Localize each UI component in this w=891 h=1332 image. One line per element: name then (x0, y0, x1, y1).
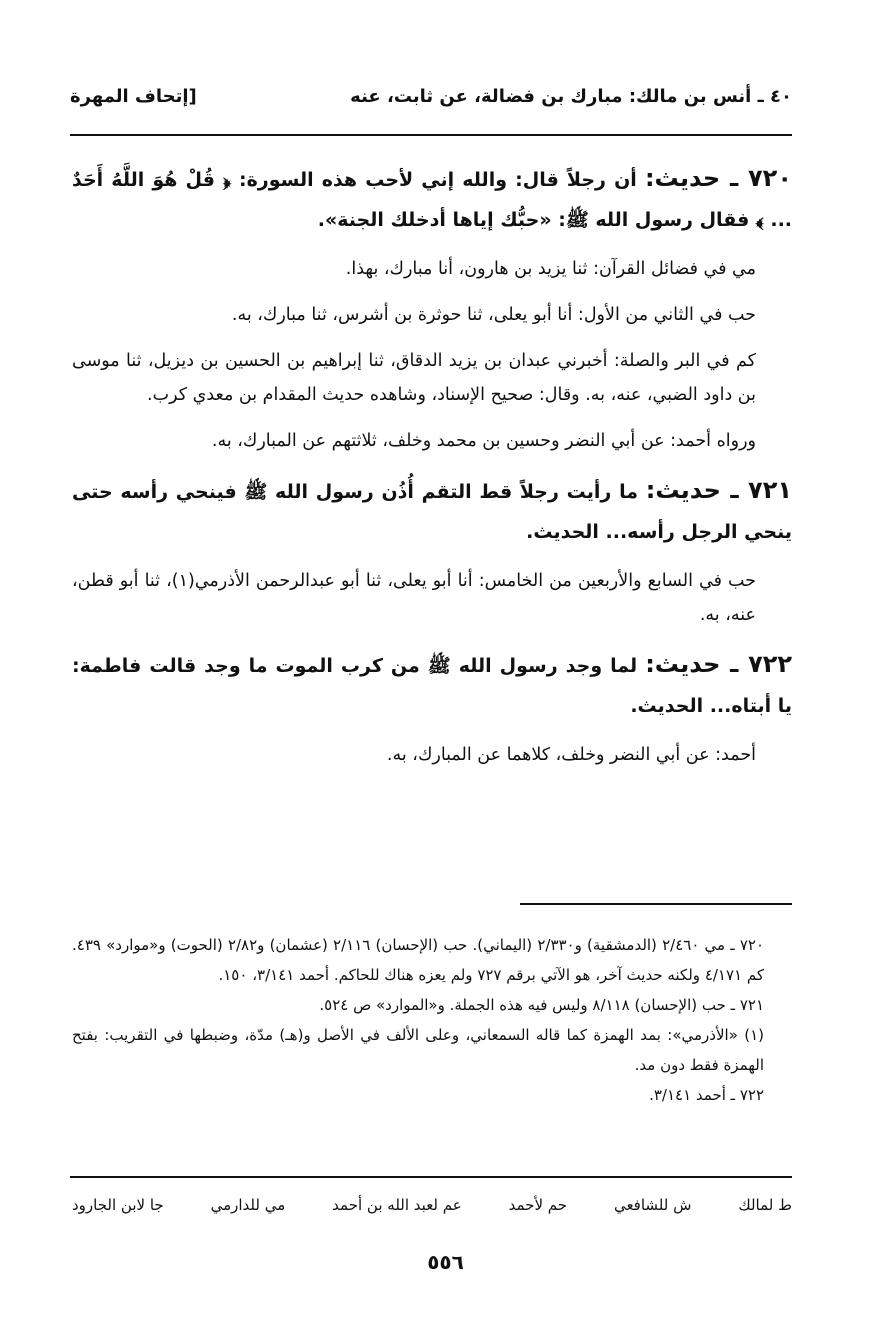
abbreviation: ش للشافعي (613, 1196, 692, 1214)
footnote-720: ٧٢٠ ـ مي ٢/٤٦٠ (الدمشقية) و٢/٣٣٠ (اليماني). حب (الإحسان) ٢/١١٦ (عشمان) و٢/٨٢ (الحوت) و«موارد» ٤٣٩. كم ٤/١٧١ ولكنه حديث آخر، هو الآتي برقم ٧٢٧ ولم يعزه هناك للحاكم. أحمد ٣/١٤١، ١٥٠. (72, 936, 764, 984)
abbreviation: عم لعبد الله بن أحمد (332, 1196, 462, 1214)
hadith-721 (72, 470, 792, 552)
footnotes (72, 930, 792, 1110)
abbreviation: حم لأحمد (508, 1196, 568, 1214)
book-title: [إتحاف المهرة (70, 86, 197, 107)
footnote-rule (520, 903, 792, 905)
takhrij-ahmad: ورواه أحمد: عن أبي النضر وحسين بن محمد وخلف، ثلاثتهم عن المبارك، به. (211, 431, 756, 451)
footnote-721: ٧٢١ ـ حب (الإحسان) ٨/١١٨ وليس فيه هذه الجملة. و«الموارد» ص ٥٢٤. (319, 996, 764, 1014)
running-header (70, 86, 792, 120)
abbreviation: ط لمالك (738, 1196, 792, 1214)
hadith-number: ٧٢٠ ـ حديث: (644, 164, 792, 192)
hadith-number: ٧٢١ ـ حديث: (645, 476, 792, 504)
takhrij-mi: مي في فضائل القرآن: ثنا يزيد بن هارون، أنا مبارك، بهذا. (345, 259, 756, 279)
hadith-722 (72, 644, 792, 726)
hadith-text: ما رأيت رجلاً قط التقم أُذُن رسول الله ﷺ فينحي رأسه حتى ينحي الرجل رأسه... الحديث. (72, 481, 792, 543)
abbreviation: جا لابن الجارود (72, 1196, 164, 1214)
footnote-722: ٧٢٢ ـ أحمد ٣/١٤١. (649, 1086, 764, 1104)
main-text (72, 158, 792, 784)
takhrij-ahmad: أحمد: عن أبي النضر وخلف، كلاهما عن المبارك، به. (386, 745, 756, 765)
abbreviations-rule (70, 1176, 792, 1178)
hadith-number: ٧٢٢ ـ حديث: (645, 650, 793, 678)
takhrij-hb: حب في الثاني من الأول: أنا أبو يعلى، ثنا حوثرة بن أشرس، ثنا مبارك، به. (231, 305, 756, 325)
page-number: ٥٥٦ (427, 1250, 464, 1274)
chapter-title: ٤٠ ـ أنس بن مالك: مبارك بن فضالة، عن ثابت، عنه (350, 86, 792, 107)
hadith-text: أن رجلاً قال: والله إني لأحب هذه السورة: ﴿ قُلْ هُوَ اللَّهُ أَحَدٌ ... ﴾ فقال رسول الله ﷺ: «حبُّك إياها أدخلك الجنة». (72, 169, 792, 231)
hadith-text: لما وجد رسول الله ﷺ من كرب الموت ما وجد قالت فاطمة: يا أبتاه... الحديث. (72, 655, 792, 717)
abbreviation: مي للدارمي (210, 1196, 286, 1214)
takhrij-hb: حب في السابع والأربعين من الخامس: أنا أبو يعلى، ثنا أبو عبدالرحمن الأذرمي(١)، ثنا أبو قطن، عنه، به. (72, 571, 756, 625)
header-rule (70, 134, 792, 136)
footnote-1: (١) «الأذرمي»: بمد الهمزة كما قاله السمعاني، وعلى الألف في الأصل و(هـ) مدّة، وضبطها في التقريب: بفتح الهمزة فقط دون مد. (72, 1026, 764, 1074)
abbreviations-key (72, 1196, 792, 1214)
takhrij-km: كم في البر والصلة: أخبرني عبدان بن يزيد الدقاق، ثنا إبراهيم بن الحسين بن ديزيل، ثنا موسى بن داود الضبي، عنه، به. وقال: صحيح الإسناد، وشاهده حديث المقدام بن معدي كرب. (72, 351, 756, 405)
hadith-720 (72, 158, 792, 240)
